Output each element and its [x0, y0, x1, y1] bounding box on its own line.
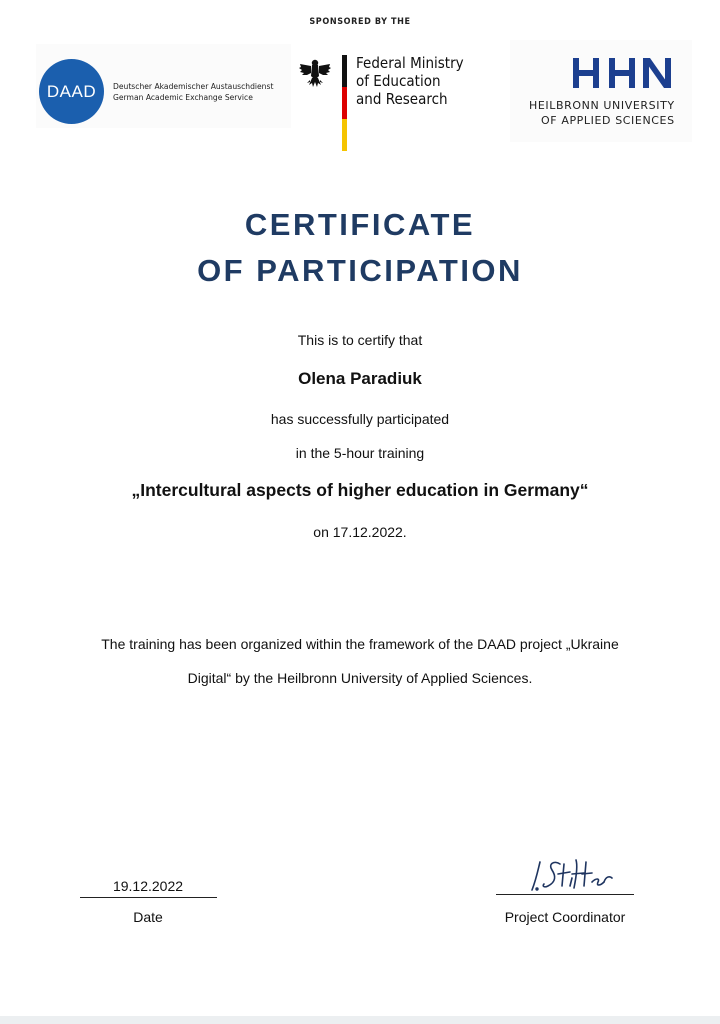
training-date: on 17.12.2022. [313, 524, 407, 540]
daad-name-german: Deutscher Akademischer Austauschdienst [113, 82, 274, 91]
daad-logo [36, 44, 291, 128]
ministry-name [356, 54, 464, 108]
ministry-name-line1: Federal Ministry [356, 54, 464, 72]
coordinator-label: Project Coordinator [504, 909, 626, 925]
course-title: „Intercultural aspects of higher education in Germany“ [131, 480, 589, 500]
coordinator-signature-line [496, 894, 634, 895]
hhn-name [529, 98, 675, 128]
ministry-name-line3: and Research [356, 90, 448, 108]
participant-name: Olena Paradiuk [298, 369, 422, 388]
sponsored-by-text: SPONSORED BY THE [309, 17, 411, 27]
german-flag-stripe [342, 55, 347, 151]
bottom-edge [0, 1016, 720, 1024]
hhn-logo [510, 40, 692, 142]
hhn-name-line2: OF APPLIED SCIENCES [541, 114, 675, 127]
ministry-name-line2: of Education [356, 72, 441, 90]
daad-circle-logo: DAAD [39, 59, 104, 124]
framework-line2: Digital“ by the Heilbronn University of Applied Sciences. [187, 670, 533, 686]
training-duration: in the 5-hour training [295, 445, 425, 461]
daad-name-english: German Academic Exchange Service [113, 93, 253, 102]
certificate-title-line1: CERTIFICATE [244, 207, 476, 242]
coordinator-signature [526, 852, 616, 896]
ministry-logo [298, 52, 478, 152]
date-label: Date [133, 909, 163, 925]
participation-statement: has successfully participated [270, 411, 450, 427]
issue-date: 19.12.2022 [112, 878, 184, 894]
daad-name [113, 81, 273, 103]
hhn-name-line1: HEILBRONN UNIVERSITY [529, 99, 675, 112]
federal-eagle-icon [298, 56, 332, 90]
certificate-title-line2: OF PARTICIPATION [197, 253, 523, 288]
hhn-logo-mark [573, 58, 671, 88]
certify-intro: This is to certify that [297, 332, 423, 348]
framework-line1: The training has been organized within the framework of the DAAD project „Ukraine [101, 636, 619, 652]
date-signature-line [80, 897, 217, 898]
